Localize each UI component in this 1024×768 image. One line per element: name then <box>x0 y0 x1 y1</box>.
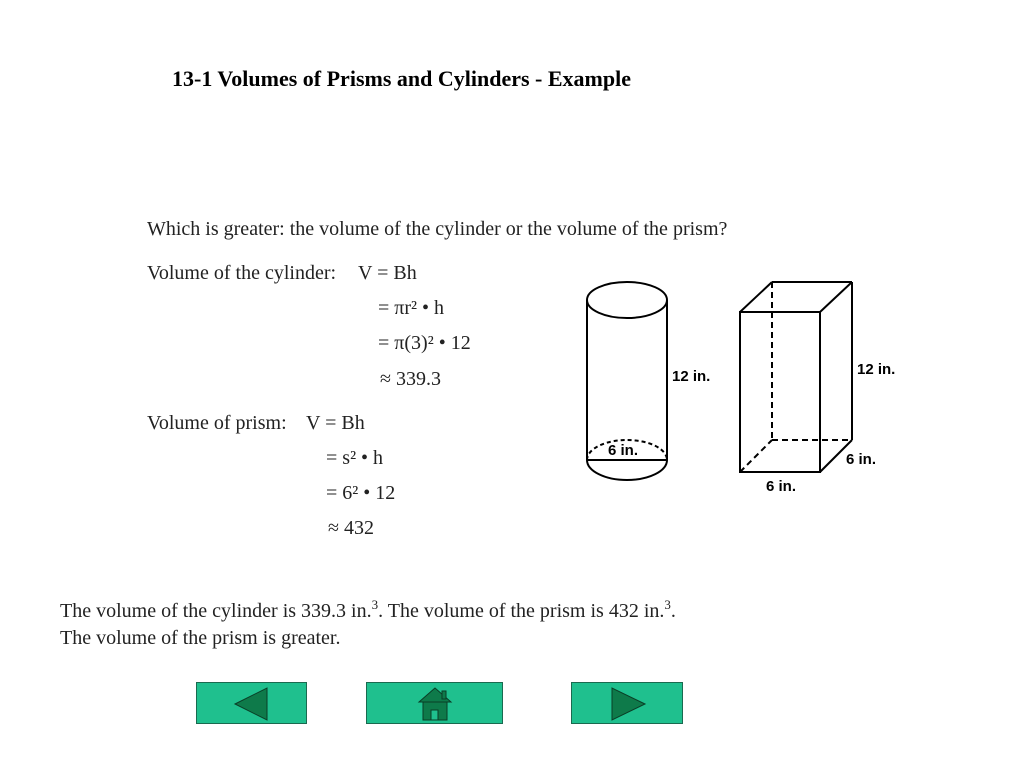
home-button[interactable] <box>366 682 503 724</box>
prism-formula: V = Bh <box>306 412 365 434</box>
cylinder-result: ≈ 339.3 <box>380 368 441 390</box>
forward-button[interactable] <box>571 682 683 724</box>
forward-arrow-icon <box>572 683 684 725</box>
cylinder-label: Volume of the cylinder: <box>147 262 337 284</box>
prism-step-3: = 6² • 12 <box>326 482 396 504</box>
prism-depth-label: 6 in. <box>846 451 877 468</box>
cylinder-formula: V = Bh <box>358 262 417 284</box>
conclusion-line-1: The volume of the cylinder is 339.3 in.$^3$. The volume of the prism is 432 in.$^3$. <box>60 597 676 622</box>
prism-step-2: = s² • h <box>326 447 384 469</box>
cylinder-height-label: 12 in. <box>672 368 711 385</box>
prism-width-label: 6 in. <box>766 478 797 495</box>
prism-height-label: 12 in. <box>857 361 896 378</box>
prism-result: ≈ 432 <box>328 517 374 539</box>
cylinder-step-3: = π(3)² • 12 <box>378 332 471 354</box>
cylinder-step-2: = πr² • h <box>378 297 445 319</box>
cylinder-diameter-label: 6 in. <box>608 442 639 459</box>
conclusion-line-2: The volume of the prism is greater. <box>60 627 341 649</box>
prism-figure <box>735 278 860 478</box>
home-icon <box>367 683 504 725</box>
prism-label: Volume of prism: <box>147 412 287 434</box>
page-title: 13-1 Volumes of Prisms and Cylinders - Example <box>172 66 631 91</box>
question-text: Which is greater: the volume of the cylinder or the volume of the prism? <box>147 218 728 240</box>
back-arrow-icon <box>197 683 308 725</box>
back-button[interactable] <box>196 682 307 724</box>
